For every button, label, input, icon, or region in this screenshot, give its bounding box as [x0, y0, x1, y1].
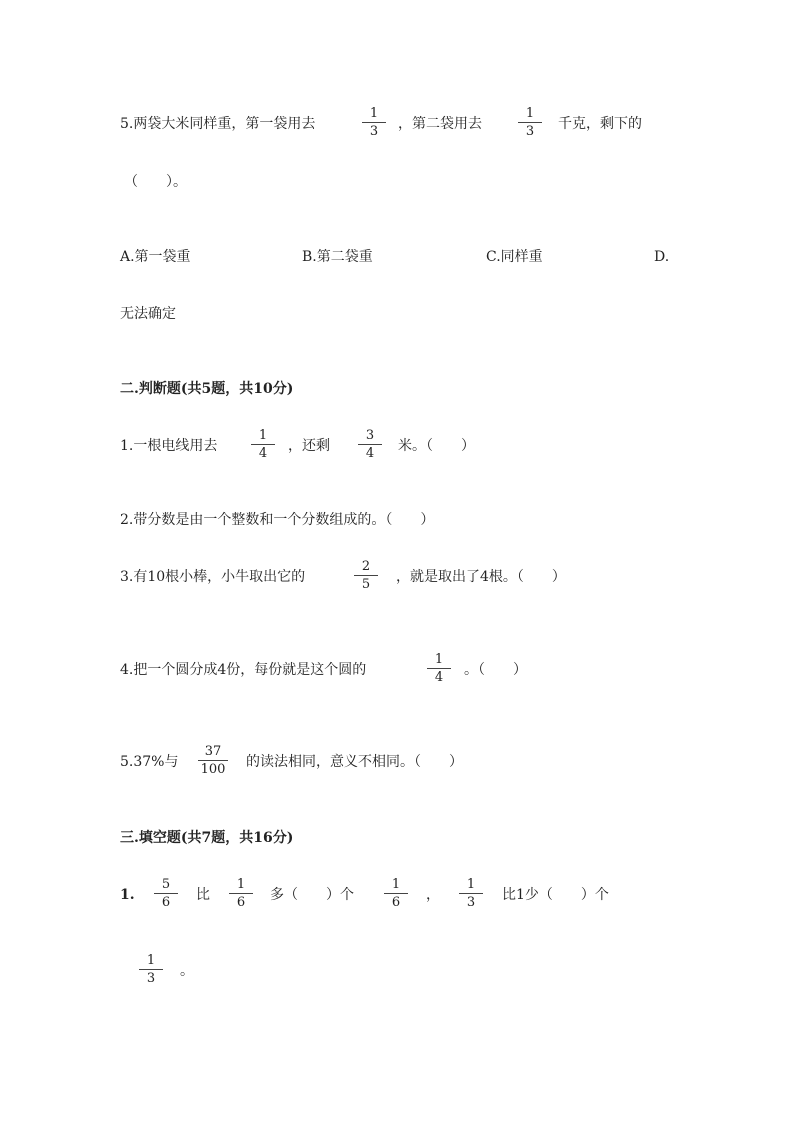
fraction-numerator: 1: [391, 877, 401, 892]
s2-q5-text-part1: 5.37%与: [120, 754, 179, 770]
fraction-numerator: 1: [258, 428, 268, 443]
s2-q1-text-part3: 米。（ ）: [398, 438, 475, 454]
section3-title: 三.填空题(共7题，共16分): [120, 830, 294, 846]
section2-title: 二.判断题(共5题，共10分): [120, 381, 294, 397]
fraction-numerator: 1: [146, 953, 156, 968]
s2-q4-fraction-1: [427, 652, 451, 685]
fraction-denominator: 3: [466, 895, 476, 910]
fraction-denominator: 100: [200, 762, 226, 777]
s2-q1-text-part1: 1.一根电线用去: [120, 438, 218, 454]
s2-q3-fraction-1: [354, 559, 378, 592]
s3-q1-fraction-2: [229, 877, 253, 910]
s2-q4-text-part2: 。（ ）: [464, 662, 527, 678]
fraction-denominator: 3: [369, 124, 379, 139]
s3-q1-number: 1.: [120, 887, 135, 903]
fraction-bar: [358, 444, 382, 445]
s3-q1-word-2: 多（ ）个: [270, 887, 354, 903]
fraction-denominator: 5: [361, 577, 371, 592]
fraction-numerator: 3: [365, 428, 375, 443]
q5-text-part2: ，第二袋用去: [398, 116, 482, 132]
q5-answer-blank: （ ）。: [124, 174, 187, 190]
fraction-numerator: 5: [161, 877, 171, 892]
q5-option-b: B.第二袋重: [302, 249, 373, 265]
q5-option-d: D.: [654, 249, 670, 265]
q5-option-d-continued: 无法确定: [120, 306, 176, 322]
fraction-numerator: 1: [369, 106, 379, 121]
q5-option-a: A.第一袋重: [120, 249, 191, 265]
s2-q1-fraction-2: [358, 428, 382, 461]
fraction-bar: [459, 893, 483, 894]
s3-q1-fraction-1: [154, 877, 178, 910]
q5-fraction-1: [362, 106, 386, 139]
s3-q1-fraction-3: [384, 877, 408, 910]
s2-q1-fraction-1: [251, 428, 275, 461]
q5-text-part3: 千克，剩下的: [558, 116, 642, 132]
s3-q1-fraction-5: [139, 953, 163, 986]
fraction-numerator: 2: [361, 559, 371, 574]
fraction-denominator: 3: [146, 971, 156, 986]
q5-option-c: C.同样重: [486, 249, 543, 265]
s2-q5-fraction-1: [198, 744, 228, 777]
q5-text-part1: 5.两袋大米同样重，第一袋用去: [120, 116, 316, 132]
s2-q3-text-part2: ，就是取出了4根。（ ）: [396, 569, 566, 585]
fraction-numerator: 1: [525, 106, 535, 121]
fraction-bar: [354, 575, 378, 576]
fraction-denominator: 4: [258, 446, 268, 461]
fraction-bar: [198, 760, 228, 761]
fraction-numerator: 1: [466, 877, 476, 892]
s2-q1-text-part2: ，还剩: [288, 438, 330, 454]
fraction-bar: [427, 668, 451, 669]
s3-q1-fraction-4: [459, 877, 483, 910]
fraction-numerator: 1: [434, 652, 444, 667]
fraction-denominator: 6: [391, 895, 401, 910]
s3-q1-word-3: ，: [426, 887, 440, 903]
s3-q1-word-5: 。: [180, 963, 194, 979]
fraction-numerator: 37: [204, 744, 222, 759]
fraction-denominator: 6: [236, 895, 246, 910]
s3-q1-word-4: 比1少（ ）个: [502, 887, 609, 903]
s2-q5-text-part2: 的读法相同，意义不相同。（ ）: [246, 754, 463, 770]
fraction-denominator: 3: [525, 124, 535, 139]
fraction-numerator: 1: [236, 877, 246, 892]
fraction-bar: [154, 893, 178, 894]
s3-q1-word-1: 比: [196, 887, 210, 903]
s2-q4-text-part1: 4.把一个圆分成4份，每份就是这个圆的: [120, 662, 367, 678]
fraction-bar: [229, 893, 253, 894]
fraction-denominator: 6: [161, 895, 171, 910]
fraction-denominator: 4: [365, 446, 375, 461]
fraction-bar: [251, 444, 275, 445]
fraction-bar: [362, 122, 386, 123]
fraction-denominator: 4: [434, 670, 444, 685]
fraction-bar: [384, 893, 408, 894]
fraction-bar: [139, 969, 163, 970]
s2-q3-text-part1: 3.有10根小棒，小牛取出它的: [120, 569, 306, 585]
s2-q2-text: 2.带分数是由一个整数和一个分数组成的。（ ）: [120, 512, 435, 528]
fraction-bar: [518, 122, 542, 123]
q5-fraction-2: [518, 106, 542, 139]
